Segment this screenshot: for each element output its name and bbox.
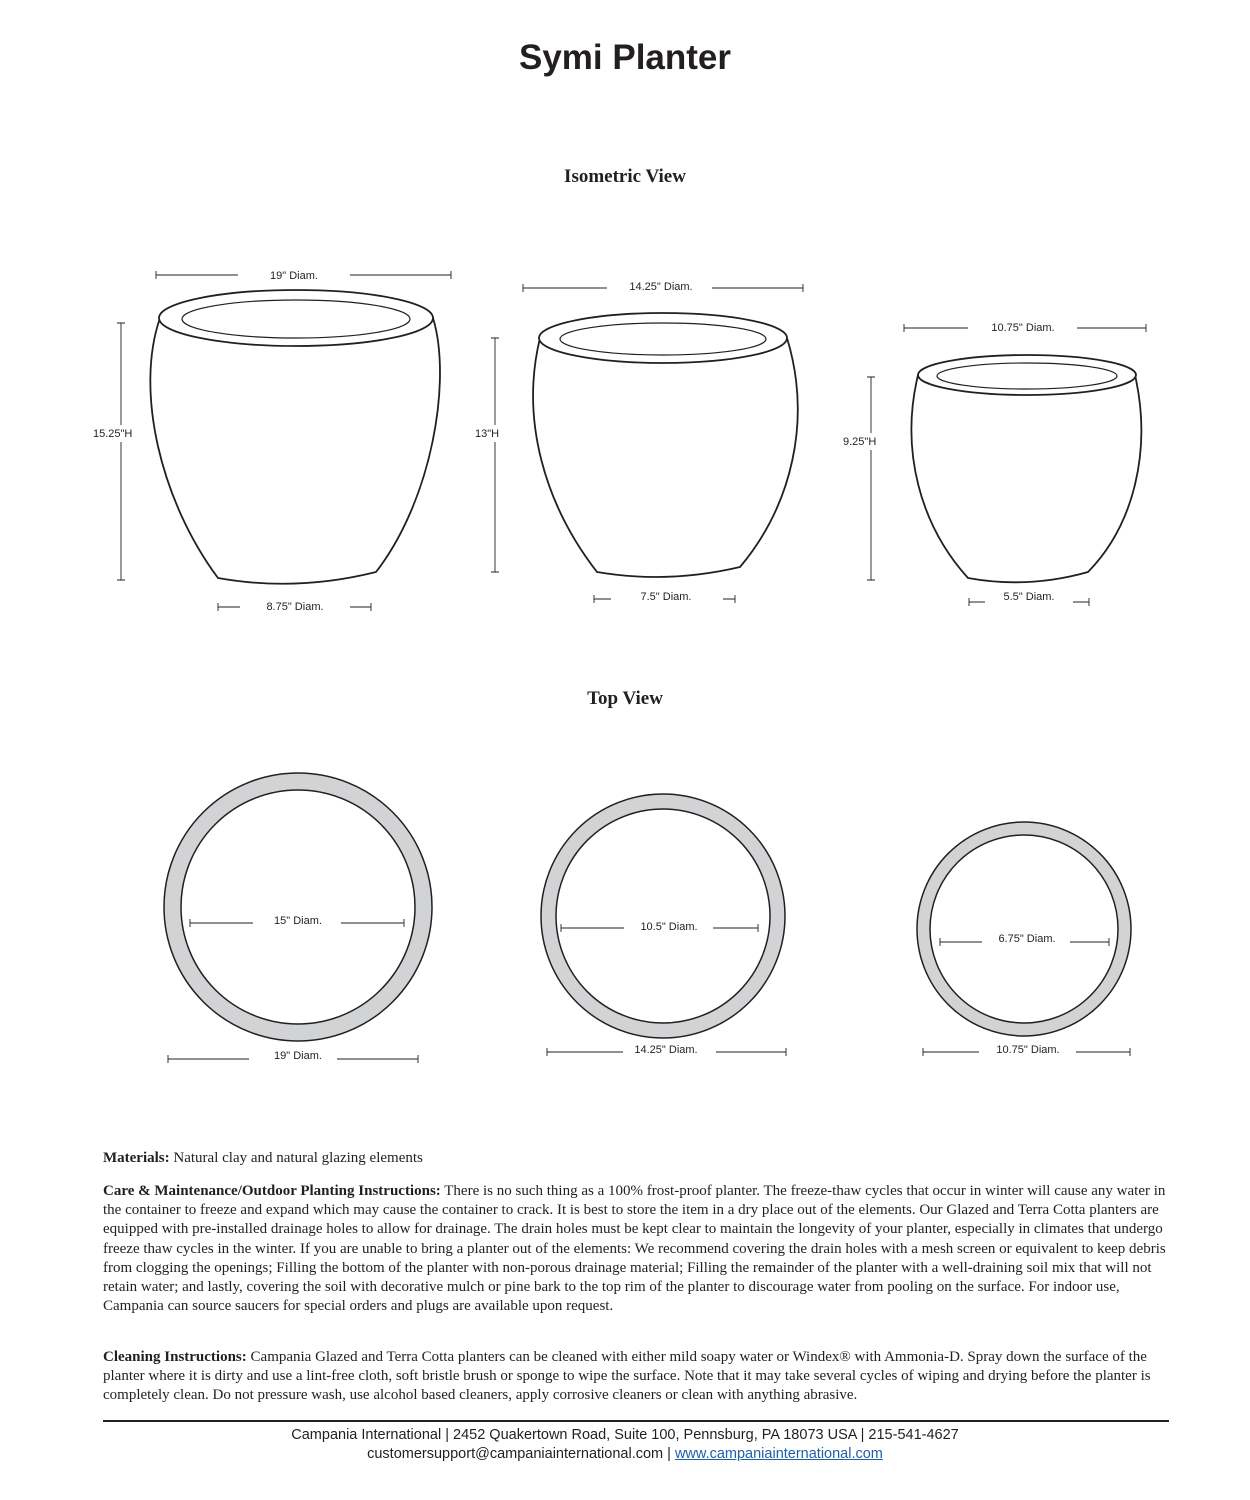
iso-small-bottom-diam-label: 5.5" Diam. [1003,591,1055,603]
iso-large-planter [150,290,440,584]
top-small-ring [917,822,1131,1036]
iso-small-height-dim-line [867,377,875,580]
footer-contact [0,1446,1250,1462]
iso-medium-height-label: 13"H [475,428,500,440]
top-view-heading: Top View [587,688,663,709]
care-body: There is no such thing as a 100% frost-proof planter. The freeze-thaw cycles that occur in winter will cause any water in the container to freeze and expand which may cause the container to crack. It is best to store the item in a dry place out of the elements. Our Glazed and Terra Cotta planters are equipped with pre-installed drainage holes to allow for drainage. The drain holes must be kept clear to maintain the longevity of your planter, especially in climates that undergo freeze thaw cycles in the winter. If you are unable to bring a planter out of the elements: We recommend covering the drain holes with a mesh screen or equivalent to keep debris from clogging the openings; Filling the bottom of the planter with non-porous drainage material; Filling the remainder of the planter with a well-draining soil mix that will not retain water; and lastly, covering the soil with decorative mulch or pine bark to the top rim of the planter to discourage water from pooling on the surface. For indoor use, Campania can source saucers for special orders and plugs are available upon request. [103,1183,1166,1315]
iso-small-top-diam-label: 10.75" Diam. [991,322,1055,334]
iso-medium-planter [533,313,798,577]
top-large-inner-diam-label: 15" Diam. [274,915,322,927]
footer-email[interactable]: customersupport@campaniainternational.com [367,1446,664,1462]
top-small-inner-diam-label: 6.75" Diam. [998,933,1056,945]
footer-divider [103,1420,1169,1422]
iso-small-planter [911,355,1141,582]
top-small-outer-diam-label: 10.75" Diam. [996,1044,1060,1056]
top-medium-inner-diam-label: 10.5" Diam. [640,921,698,933]
materials-body: Natural clay and natural glazing elements [169,1150,423,1166]
iso-large-top-diam-label: 19" Diam. [270,270,318,282]
iso-large-height-dim-line [117,323,125,580]
top-medium-ring [541,794,785,1038]
top-medium-outer-diam-label: 14.25" Diam. [634,1044,698,1056]
footer-address: Campania International | 2452 Quakertown Road, Suite 100, Pennsburg, PA 18073 USA | 215-541-4627 [291,1427,959,1443]
iso-large-height-label: 15.25"H [93,428,133,440]
materials-paragraph [103,1149,1169,1168]
iso-medium-top-diam-label: 14.25" Diam. [629,281,693,293]
care-label: Care & Maintenance/Outdoor Planting Instructions: [103,1183,441,1199]
cleaning-body: Campania Glazed and Terra Cotta planters can be cleaned with either mild soapy water or Windex® with Ammonia-D. Spray down the surface of the planter where it is dirty and use a lint-free cloth, soft bristle brush or sponge to wipe the surface. Note that it may take several cycles of wiping and drying before the planter is completely clean. Do not pressure wash, use alcohol based cleaners, apply corrosive cleaners or clean with anything abrasive. [103,1349,1151,1404]
cleaning-label: Cleaning Instructions: [103,1349,247,1365]
cleaning-paragraph [103,1348,1169,1406]
isometric-view-heading: Isometric View [564,166,686,187]
iso-small-height-label: 9.25"H [843,436,877,448]
page-title: Symi Planter [518,38,732,77]
care-paragraph [103,1182,1169,1316]
footer-website-link[interactable]: www.campaniainternational.com [674,1446,883,1462]
top-large-outer-diam-label: 19" Diam. [274,1050,322,1062]
iso-medium-height-dim-line [491,338,499,572]
footer-separator: | [663,1446,675,1462]
top-large-ring [164,773,432,1041]
iso-large-bottom-diam-label: 8.75" Diam. [266,601,324,613]
iso-medium-bottom-diam-label: 7.5" Diam. [640,591,692,603]
materials-label: Materials: [103,1150,170,1166]
